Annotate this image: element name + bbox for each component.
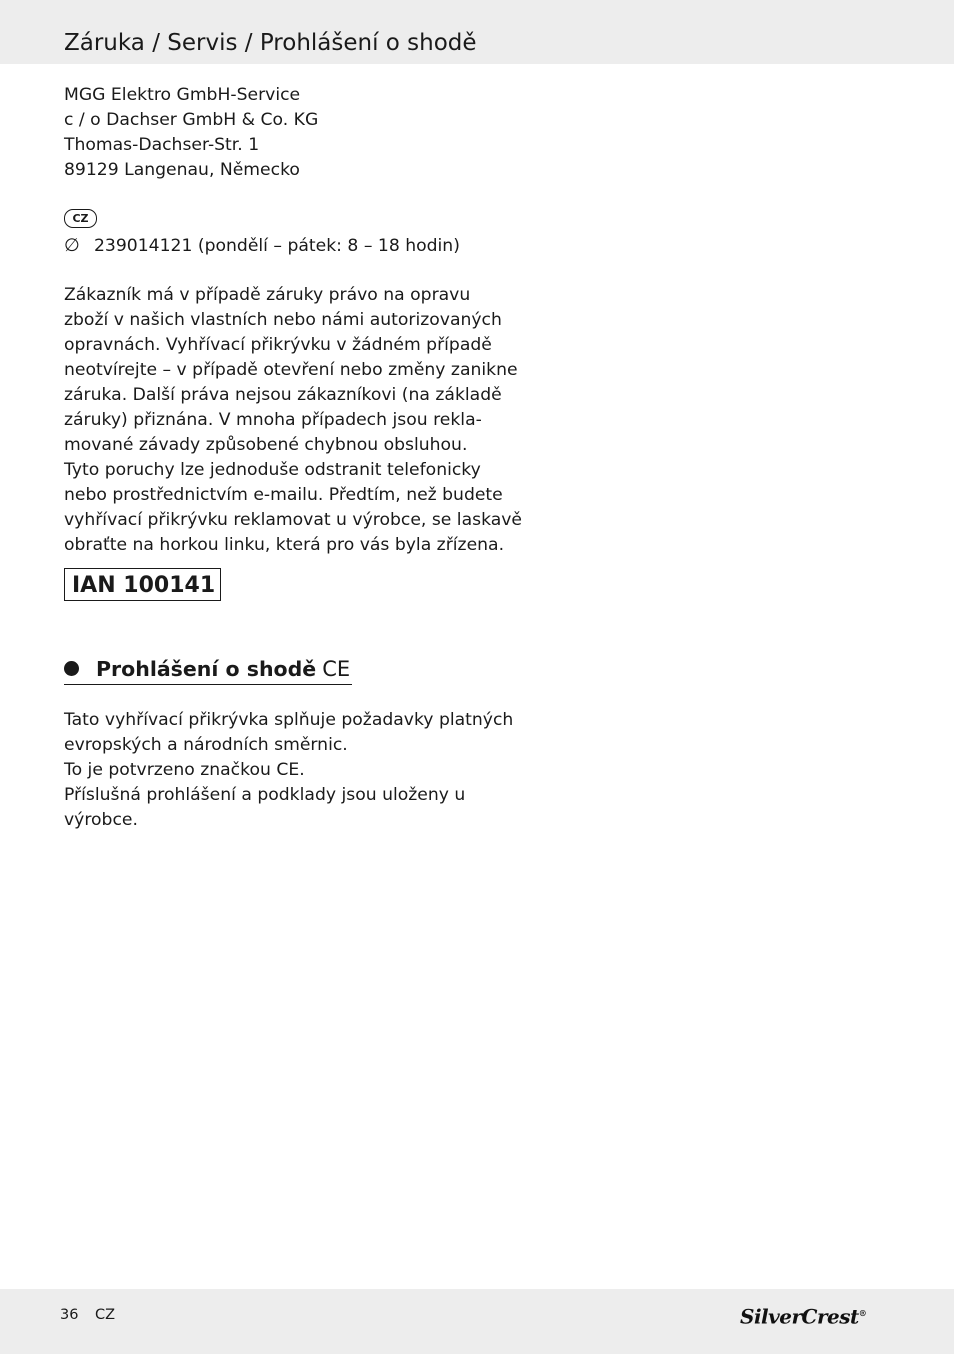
address-line: 89129 Langenau, Německo [64,160,300,180]
paragraph-line: nebo prostřednictvím e-mailu. Předtím, než budete [64,485,503,505]
paragraph-line: Tyto poruchy lze jednoduše odstranit telefonicky [64,460,481,480]
paragraph-line: záruky) přiznána. V mnoha případech jsou rekla- [64,410,482,430]
page-number: 36 [60,1307,79,1323]
paragraph-line: mované závady způsobené chybnou obsluhou. [64,435,468,455]
service-address [64,83,484,183]
paragraph-line: záruka. Další práva nejsou zákazníkovi (na základě [64,385,502,405]
address-line: c / o Dachser GmbH & Co. KG [64,110,319,130]
paragraph-line: evropských a národních směrnic. [64,735,348,755]
brand-logo-text: SilverCrest [740,1304,859,1329]
paragraph-line: obraťte na horkou linku, která pro vás byla zřízena. [64,535,505,555]
paragraph-line: To je potvrzeno značkou CE. [64,760,305,780]
hotline-row [64,233,460,259]
hotline-text: 239014121 (pondělí – pátek: 8 – 18 hodin) [94,236,460,256]
paragraph-line: Tato vyhřívací přikrývka splňuje požadavky platných [64,710,514,730]
page-language: CZ [95,1307,116,1323]
country-badge: CZ [64,209,97,228]
bullet-icon [64,661,79,676]
paragraph-line: Zákazník má v případě záruky právo na opravu [64,285,471,305]
paragraph-line: opravnách. Vyhřívací přikrývku v žádném případě [64,335,492,355]
paragraph-line: Příslušná prohlášení a podklady jsou uloženy u [64,785,466,805]
phone-slash-icon: ∅ [64,235,80,256]
brand-logo: SilverCrest® [740,1304,867,1329]
paragraph-line: zboží v našich vlastních nebo námi autorizovaných [64,310,502,330]
warranty-paragraph [64,283,523,558]
ian-box: IAN 100141 [64,568,221,601]
section-heading-conformity [64,654,352,685]
page-title: Záruka / Servis / Prohlášení o shodě [64,30,477,56]
paragraph-line: výrobce. [64,810,138,830]
conformity-paragraph [64,708,514,833]
ce-mark-icon: CE [322,657,351,681]
section-heading-text: Prohlášení o shodě [96,657,317,681]
paragraph-line: vyhřívací přikrývku reklamovat u výrobce, se laskavě [64,510,523,530]
address-line: MGG Elektro GmbH-Service [64,85,301,105]
paragraph-line: neotvírejte – v případě otevření nebo změny zanikne [64,360,518,380]
address-line: Thomas-Dachser-Str. 1 [64,135,260,155]
